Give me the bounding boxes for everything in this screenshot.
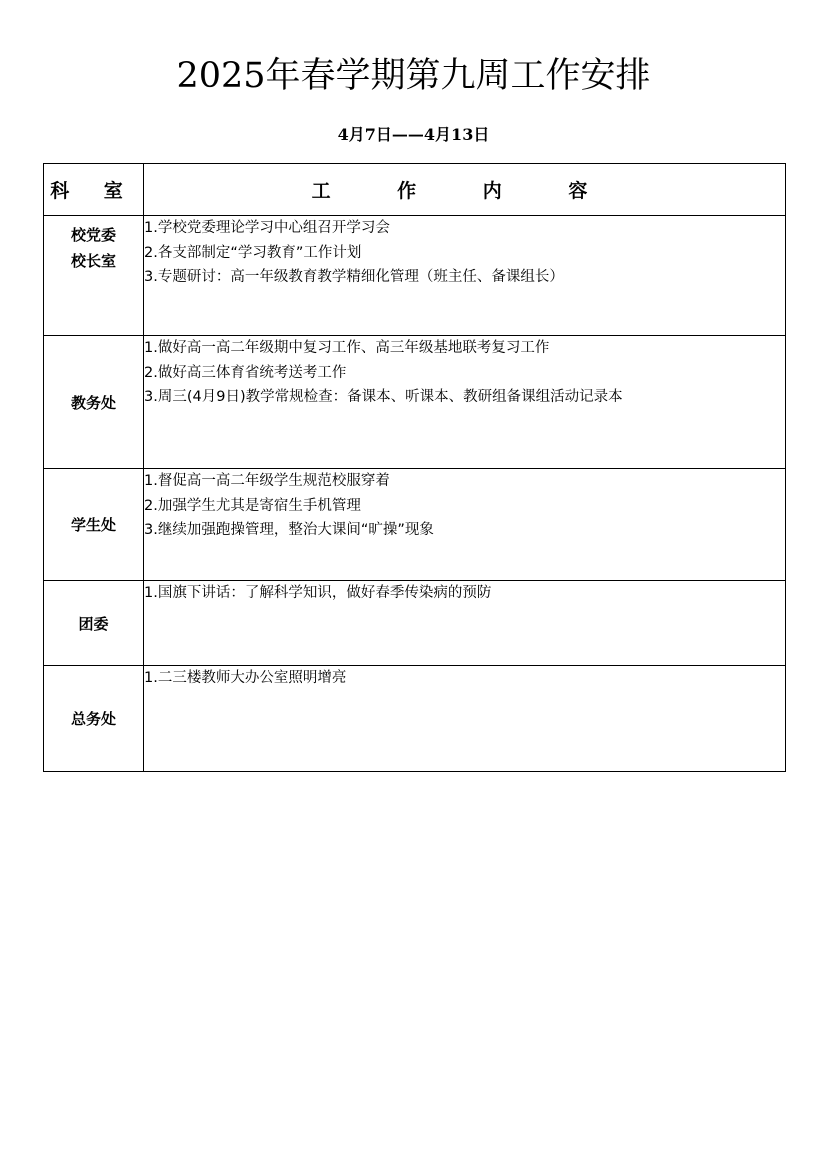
work-item: 3.周三(4月9日)教学常规检查：备课本、听课本、教研组备课组活动记录本 xyxy=(144,389,623,405)
work-item: 1.督促高一高二年级学生规范校服穿着 xyxy=(144,473,390,489)
department-name: 校长室 xyxy=(70,252,116,270)
department-cell xyxy=(44,581,144,666)
table-header-row xyxy=(44,164,786,216)
work-item: 2.做好高三体育省统考送考工作 xyxy=(144,364,347,381)
department-cell xyxy=(44,469,144,581)
content-cell xyxy=(144,336,786,469)
department-cell xyxy=(44,336,144,469)
header-department: 科 室 xyxy=(44,164,144,216)
department-name: 校党委 xyxy=(70,226,116,244)
schedule-table xyxy=(43,163,786,772)
content-cell xyxy=(144,581,786,666)
work-item: 1.做好高一高二年级期中复习工作、高三年级基地联考复习工作 xyxy=(144,340,550,356)
table-row xyxy=(44,469,786,581)
department-name: 团委 xyxy=(78,614,109,633)
work-item: 2.各支部制定“学习教育”工作计划 xyxy=(144,244,362,261)
content-cell xyxy=(144,666,786,772)
work-item: 2.加强学生尤其是寄宿生手机管理 xyxy=(144,497,361,514)
department-cell xyxy=(44,216,144,336)
header-content: 工 作 内 容 xyxy=(144,164,786,216)
work-item: 1.国旗下讲话：了解科学知识，做好春季传染病的预防 xyxy=(144,585,492,601)
department-name: 教务处 xyxy=(70,393,116,412)
content-cell xyxy=(144,216,786,336)
table-row xyxy=(44,666,786,772)
department-name: 总务处 xyxy=(70,710,116,728)
table-row xyxy=(44,336,786,469)
content-cell xyxy=(144,469,786,581)
table-row xyxy=(44,216,786,336)
department-name: 学生处 xyxy=(70,516,116,534)
department-cell xyxy=(44,666,144,772)
work-item: 3.继续加强跑操管理，整治大课间“旷操”现象 xyxy=(144,522,434,538)
work-item: 1.二三楼教师大办公室照明增亮 xyxy=(144,670,347,686)
table-row xyxy=(44,581,786,666)
work-item: 1.学校党委理论学习中心组召开学习会 xyxy=(144,220,390,236)
work-item: 3.专题研讨：高一年级教育教学精细化管理（班主任、备课组长） xyxy=(144,269,564,285)
page-title: 2025年春学期第九周工作安排 xyxy=(176,56,651,96)
date-range: 4月7日——4月13日 xyxy=(337,125,490,144)
